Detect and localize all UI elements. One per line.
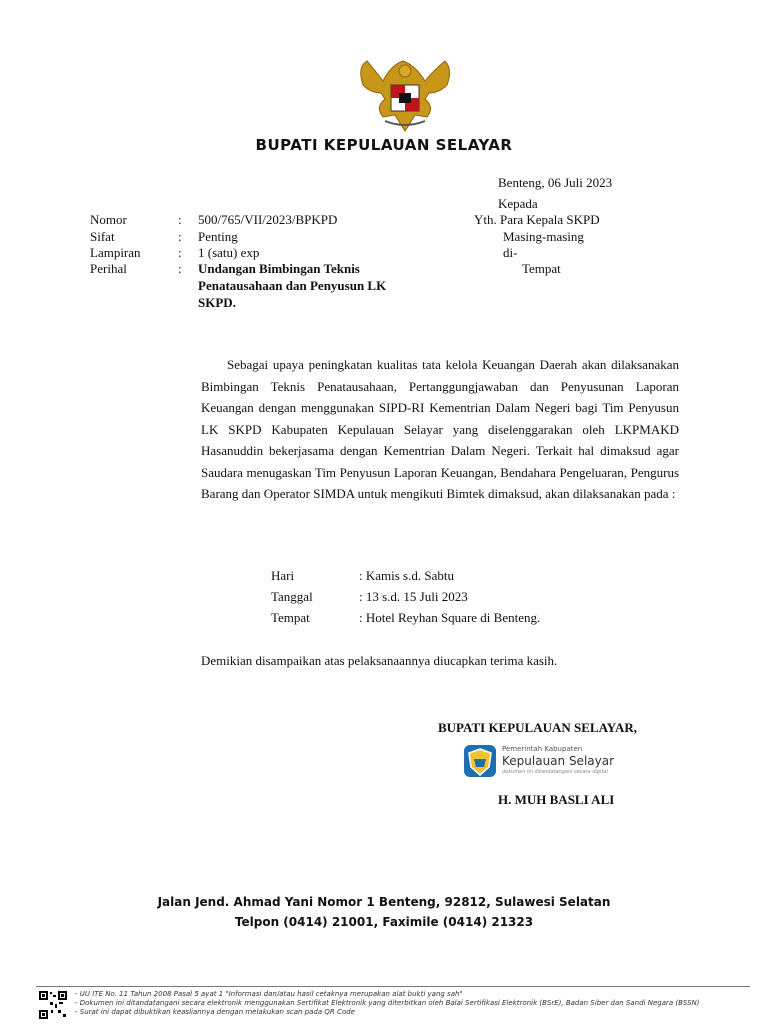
meta-value: 500/765/VII/2023/BPKPD [198, 212, 338, 227]
meta-label: Lampiran [90, 245, 141, 260]
meta-colon: : [178, 212, 182, 227]
recipient-line-2: Masing-masing [503, 229, 584, 244]
badge-line-3: dokumen ini ditandatangani secara digital [502, 769, 608, 775]
digital-signature-badge [462, 742, 622, 780]
place-date: Benteng, 06 Juli 2023 [498, 175, 613, 190]
meta-label: Perihal [90, 261, 127, 276]
schedule-value: : Kamis s.d. Sabtu [359, 568, 454, 583]
meta-value: 1 (satu) exp [198, 245, 260, 260]
meta-colon: : [178, 261, 182, 276]
meta-colon: : [178, 229, 182, 244]
schedule-label: Hari [271, 568, 295, 583]
meta-colon: : [178, 245, 182, 260]
letterhead-title: BUPATI KEPULAUAN SELAYAR [255, 136, 513, 154]
badge-line-1: Pemerintah Kabupaten [502, 745, 583, 753]
qr-code-icon[interactable] [38, 990, 68, 1020]
recipient-line-4: Tempat [522, 261, 561, 276]
schedule-value: : Hotel Reyhan Square di Benteng. [359, 610, 541, 625]
footer-address: Jalan Jend. Ahmad Yani Nomor 1 Benteng, 92812, Sulawesi Selatan [157, 895, 611, 909]
badge-line-2: Kepulauan Selayar [502, 754, 615, 768]
meta-value: Penting [198, 229, 238, 244]
kepada-label: Kepada [498, 196, 538, 211]
footer-note-1: - UU ITE No. 11 Tahun 2008 Pasal 5 ayat 1 "Informasi dan/atau hasil cetaknya merupakan alat bukti yang sah" [75, 990, 463, 998]
closing-sentence: Demikian disampaikan atas pelaksanaannya diucapkan terima kasih. [201, 653, 558, 668]
footer-divider [36, 986, 750, 987]
garuda-emblem [355, 55, 455, 133]
kabupaten-logo-icon [464, 745, 496, 777]
recipient-line-1: Yth. Para Kepala SKPD [474, 212, 600, 227]
footer-notes [75, 990, 700, 1017]
meta-label: Sifat [90, 229, 115, 244]
body-paragraph: Sebagai upaya peningkatan kualitas tata kelola Keuangan Daerah akan dilaksanakan Bimbingan Teknis Penatausahaan, Pertanggungjawaban dan Penyusunan Laporan Keuangan dengan menggunakan SIPD-RI Kementrian Dalam Negeri bagi Tim Penyusun LK SKPD Kabupaten Kepulauan Selayar yang diselenggarakan oleh LKPMAKD Hasanuddin bekerjasama dengan Kementrian Dalam Negeri. Terkait hal dimaksud agar Saudara menugaskan Tim Penyusun Laporan Keuangan, Bendahara Pengeluaran, Pengurus Barang dan Operator SIMDA untuk mengikuti Bimtek dimaksud, akan dilaksanakan pada : [201, 357, 679, 501]
schedule-value: : 13 s.d. 15 Juli 2023 [359, 589, 468, 604]
perihal-line-3: SKPD. [198, 295, 236, 310]
signatory-name: H. MUH BASLI ALI [498, 792, 615, 807]
signature-office: BUPATI KEPULAUAN SELAYAR, [438, 720, 638, 735]
schedule-label: Tempat [271, 610, 310, 625]
meta-value: Undangan Bimbingan Teknis [198, 261, 360, 276]
schedule-label: Tanggal [271, 589, 313, 604]
footer-phone: Telpon (0414) 21001, Faximile (0414) 21323 [234, 915, 534, 929]
footer-note-2: - Dokumen ini ditandatangani secara elektronik menggunakan Sertifikat Elektronik yang diterbitkan oleh Balai Sertifikasi Elektronik (BSrE), Badan Siber dan Sandi Negara (BSSN) [75, 999, 700, 1007]
footer-note-3: - Surat ini dapat dibuktikan keasliannya dengan melakukan scan pada QR Code [75, 1008, 355, 1016]
meta-label: Nomor [90, 212, 127, 227]
recipient-line-3: di- [503, 245, 518, 260]
perihal-line-2: Penatausahaan dan Penyusun LK [198, 278, 387, 293]
